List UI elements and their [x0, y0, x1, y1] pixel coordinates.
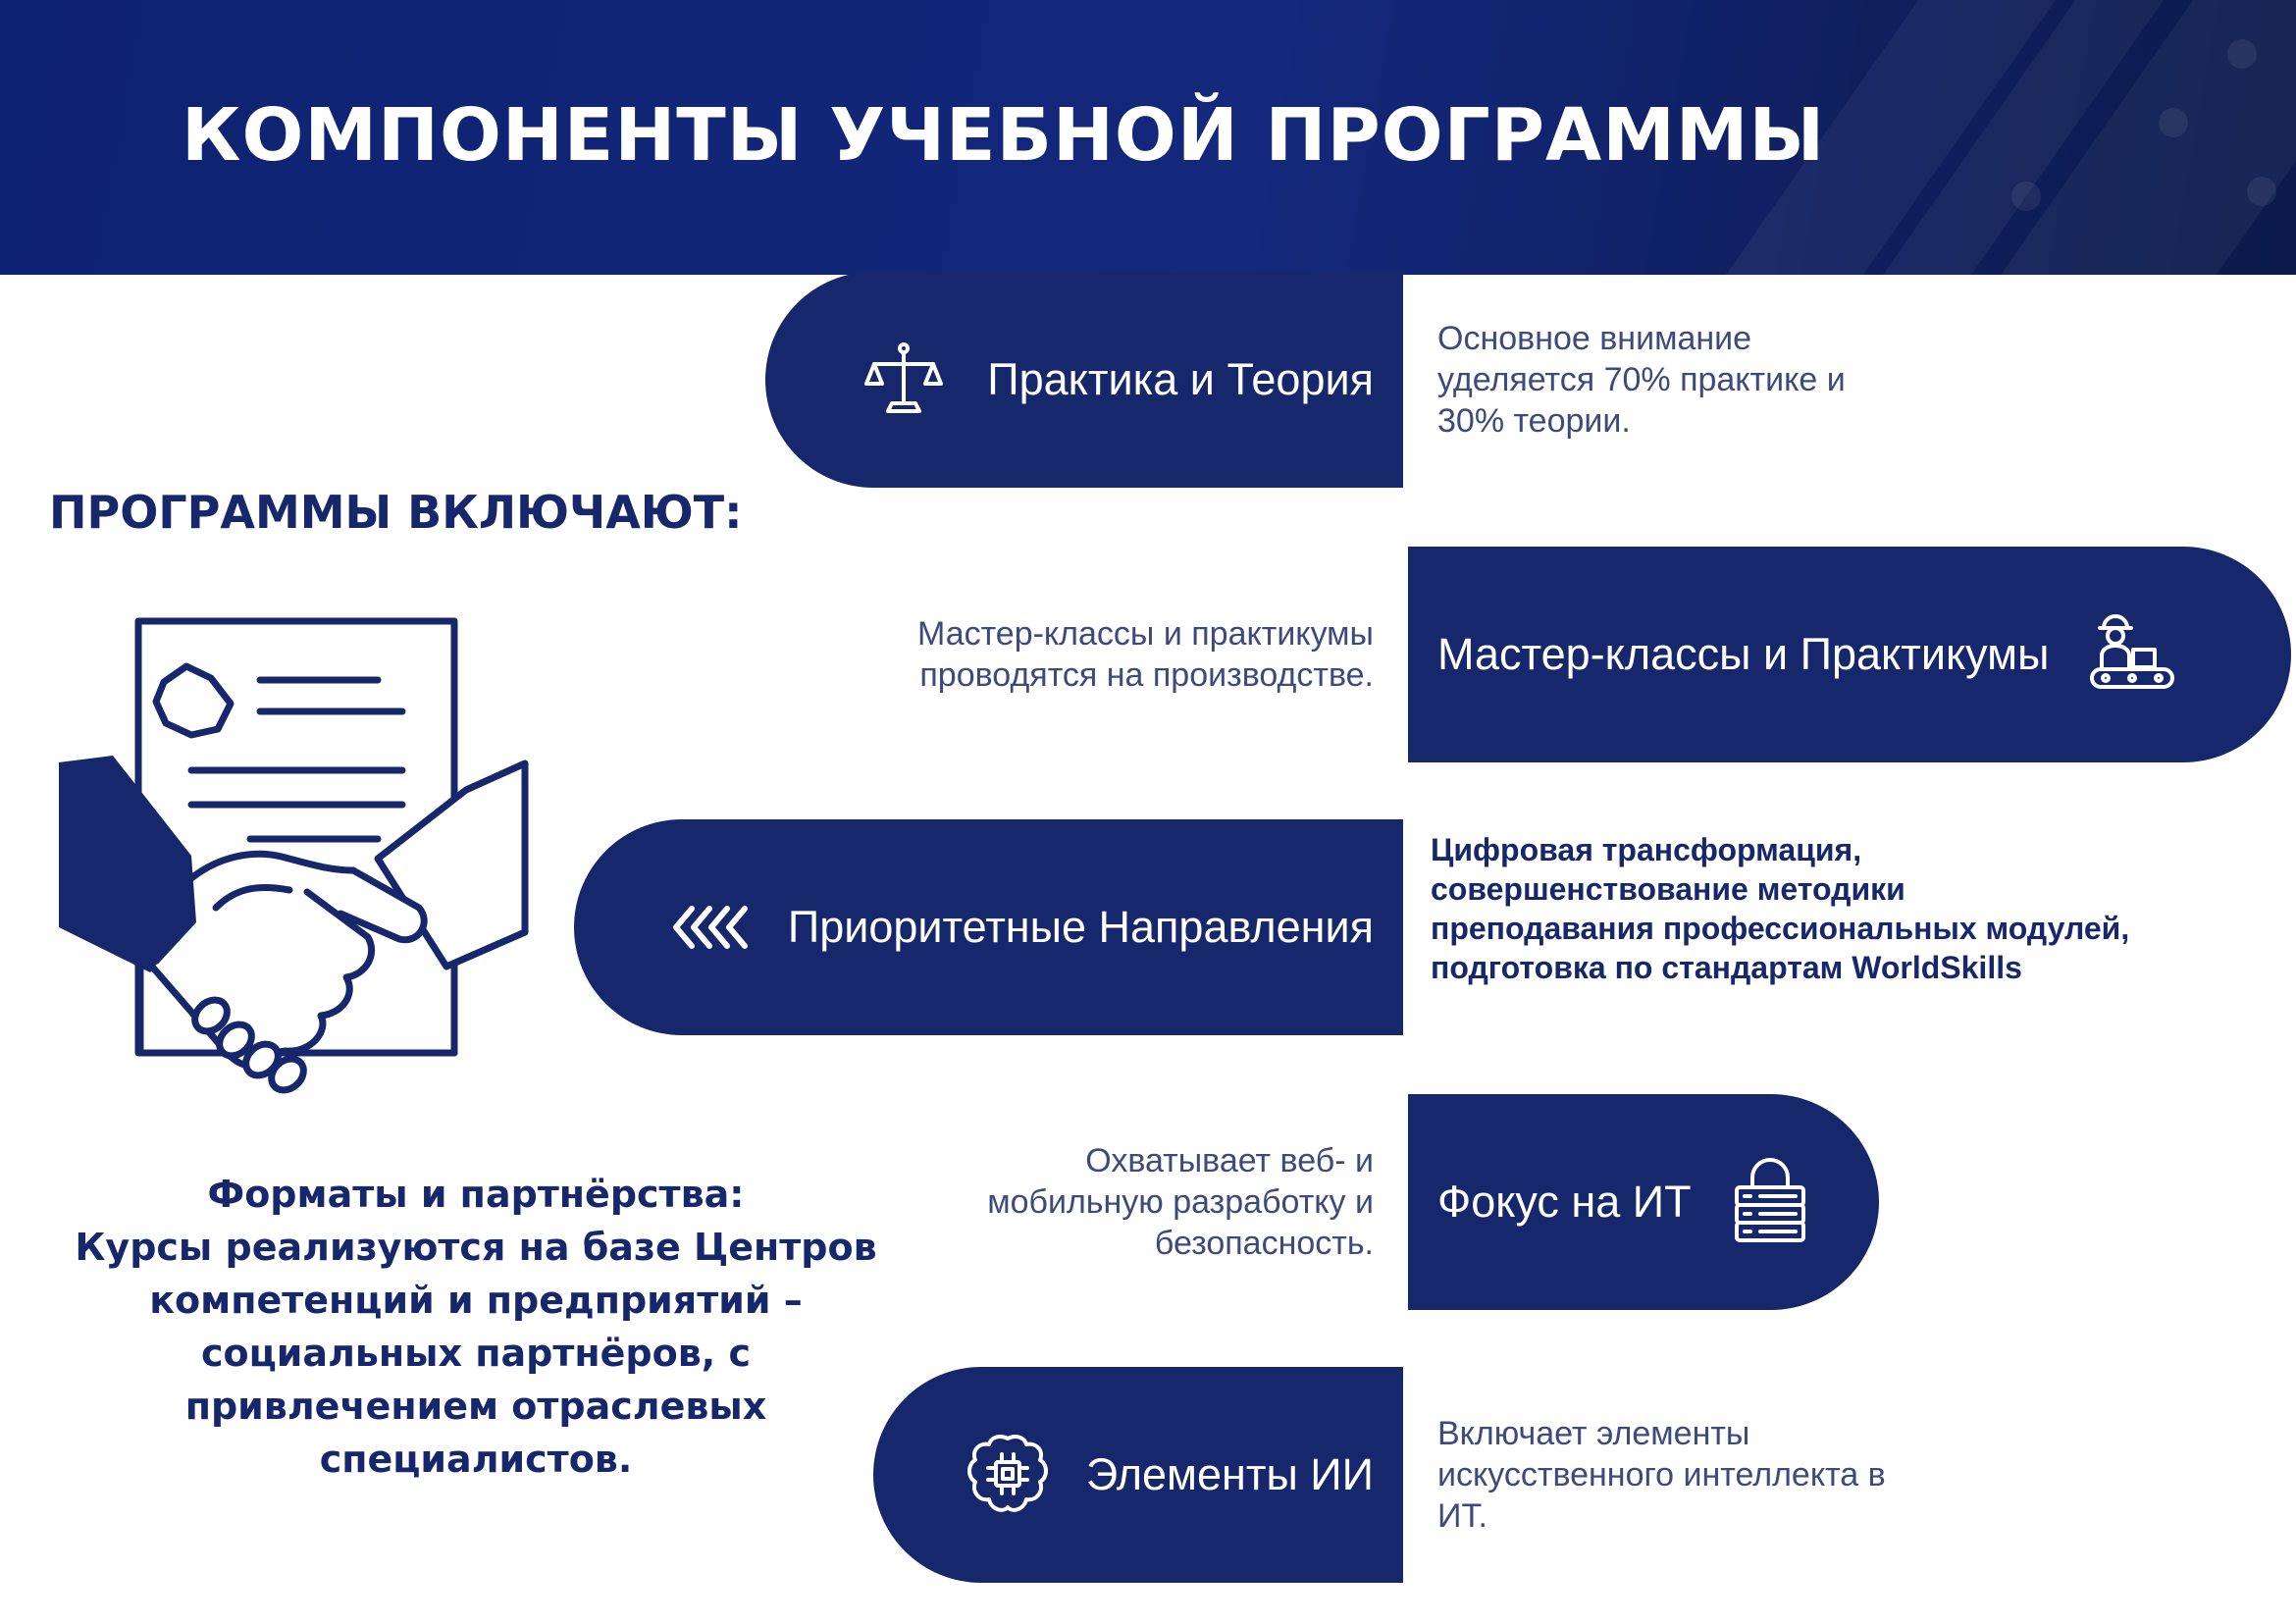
description-line: преподавания профессиональных модулей,	[1431, 911, 2130, 946]
pill-label: Практика и Теория	[987, 354, 1374, 404]
pill-label: Мастер-классы и Практикумы	[1437, 629, 2050, 679]
page-title: КОМПОНЕНТЫ УЧЕБНОЙ ПРОГРАММЫ	[182, 93, 1826, 178]
description-line: совершенствование методики	[1431, 871, 1905, 907]
handshake-contract-icon	[54, 613, 545, 1104]
description-line: безопасность.	[1154, 1225, 1374, 1262]
description-line: Цифровая трансформация,	[1431, 832, 1862, 867]
server-lock-icon	[1726, 1158, 1814, 1246]
description-line: ИТ.	[1437, 1497, 1487, 1535]
description-line: Включает элементы	[1437, 1415, 1750, 1452]
pill-label: Приоритетные Направления	[787, 902, 1374, 952]
description-it-focus	[987, 1140, 1374, 1264]
formats-line: специалистов.	[319, 1438, 633, 1481]
pill-it-focus	[1408, 1094, 1879, 1310]
pill-master-classes	[1408, 547, 2291, 762]
pill-ai-elements	[873, 1367, 1403, 1583]
ai-brain-chip-icon	[964, 1431, 1052, 1519]
pill-practice-theory	[765, 272, 1403, 488]
formats-line: Форматы и партнёрства:	[207, 1173, 745, 1216]
description-ai-elements	[1437, 1413, 1886, 1537]
description-line: искусственного интеллекта в	[1437, 1456, 1886, 1493]
description-master-classes	[917, 613, 1374, 696]
description-practice-theory	[1437, 318, 1846, 442]
description-line: 30% теории.	[1437, 402, 1631, 440]
formats-line: Курсы реализуются на базе Центров	[75, 1226, 877, 1269]
formats-line: привлечением отраслевых	[184, 1385, 767, 1428]
formats-text	[59, 1168, 893, 1486]
description-priority-directions	[1431, 830, 2129, 987]
pill-priority-directions	[574, 819, 1403, 1035]
description-line: проводятся на производстве.	[919, 656, 1374, 694]
description-line: подготовка по стандартам WorldSkills	[1431, 950, 2022, 985]
pill-label: Элементы ИИ	[1085, 1449, 1374, 1499]
description-line: Охватывает веб- и	[1085, 1142, 1374, 1179]
description-line: Мастер-классы и практикумы	[916, 615, 1374, 653]
header-banner	[0, 0, 2296, 275]
description-line: уделяется 70% практике и	[1437, 361, 1846, 398]
pill-label: Фокус на ИТ	[1437, 1177, 1692, 1227]
scales-icon	[860, 336, 948, 424]
section-heading: ПРОГРАММЫ ВКЛЮЧАЮТ:	[49, 486, 743, 539]
worker-conveyor-icon	[2088, 610, 2176, 699]
chevrons-left-icon	[670, 883, 758, 971]
formats-line: социальных партнёров, с	[201, 1332, 751, 1375]
description-line: Основное внимание	[1437, 320, 1752, 357]
description-line: мобильную разработку и	[987, 1183, 1374, 1221]
formats-line: компетенций и предприятий –	[149, 1279, 803, 1322]
